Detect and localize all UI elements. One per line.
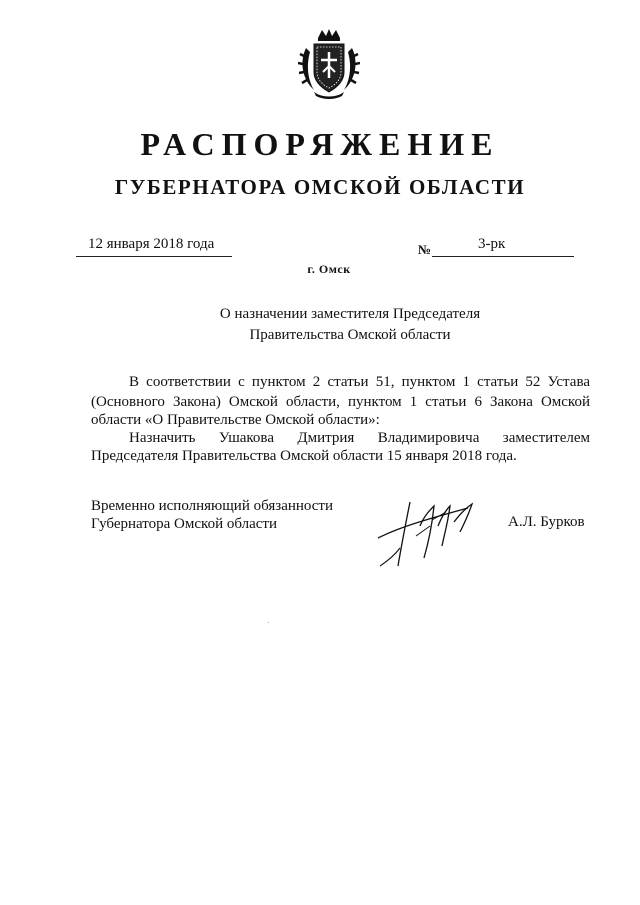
handwritten-signature: [372, 496, 500, 572]
body-paragraph-line: Председателя Правительства Омской области 15 января 2018 года.: [91, 448, 517, 464]
document-subtitle: ГУБЕРНАТОРА ОМСКОЙ ОБЛАСТИ: [114, 175, 526, 199]
body-paragraph-line: В соответствии с пунктом 2 статьи 51, пунктом 1 статьи 52 Устава: [129, 374, 590, 390]
document-city: г. Омск: [307, 262, 351, 276]
number-sign: №: [418, 242, 432, 257]
scan-speck: [268, 622, 269, 623]
subject-line: Правительства Омской области: [249, 327, 451, 343]
signatory-title-line: Временно исполняющий обязанности: [91, 498, 334, 514]
subject-line: О назначении заместителя Председателя: [219, 306, 481, 322]
body-paragraph-line: (Основного Закона) Омской области, пунктом 1 статьи 6 Закона Омской: [91, 394, 590, 410]
coat-of-arms-icon: [298, 28, 360, 100]
document-number: 3-рк: [478, 236, 506, 252]
document-subject: [200, 304, 500, 346]
signatory-name: А.Л. Бурков: [508, 514, 585, 530]
date-underline: [76, 256, 232, 257]
document-date: 12 января 2018 года: [88, 236, 215, 252]
signatory-title-line: Губернатора Омской области: [91, 516, 277, 532]
number-underline: [432, 256, 574, 257]
body-paragraph-line: Назначить Ушакова Дмитрия Владимировича заместителем: [129, 430, 590, 446]
document-title: РАСПОРЯЖЕНИЕ: [140, 126, 500, 162]
body-paragraph-line: области «О Правительстве Омской области»:: [91, 412, 380, 428]
